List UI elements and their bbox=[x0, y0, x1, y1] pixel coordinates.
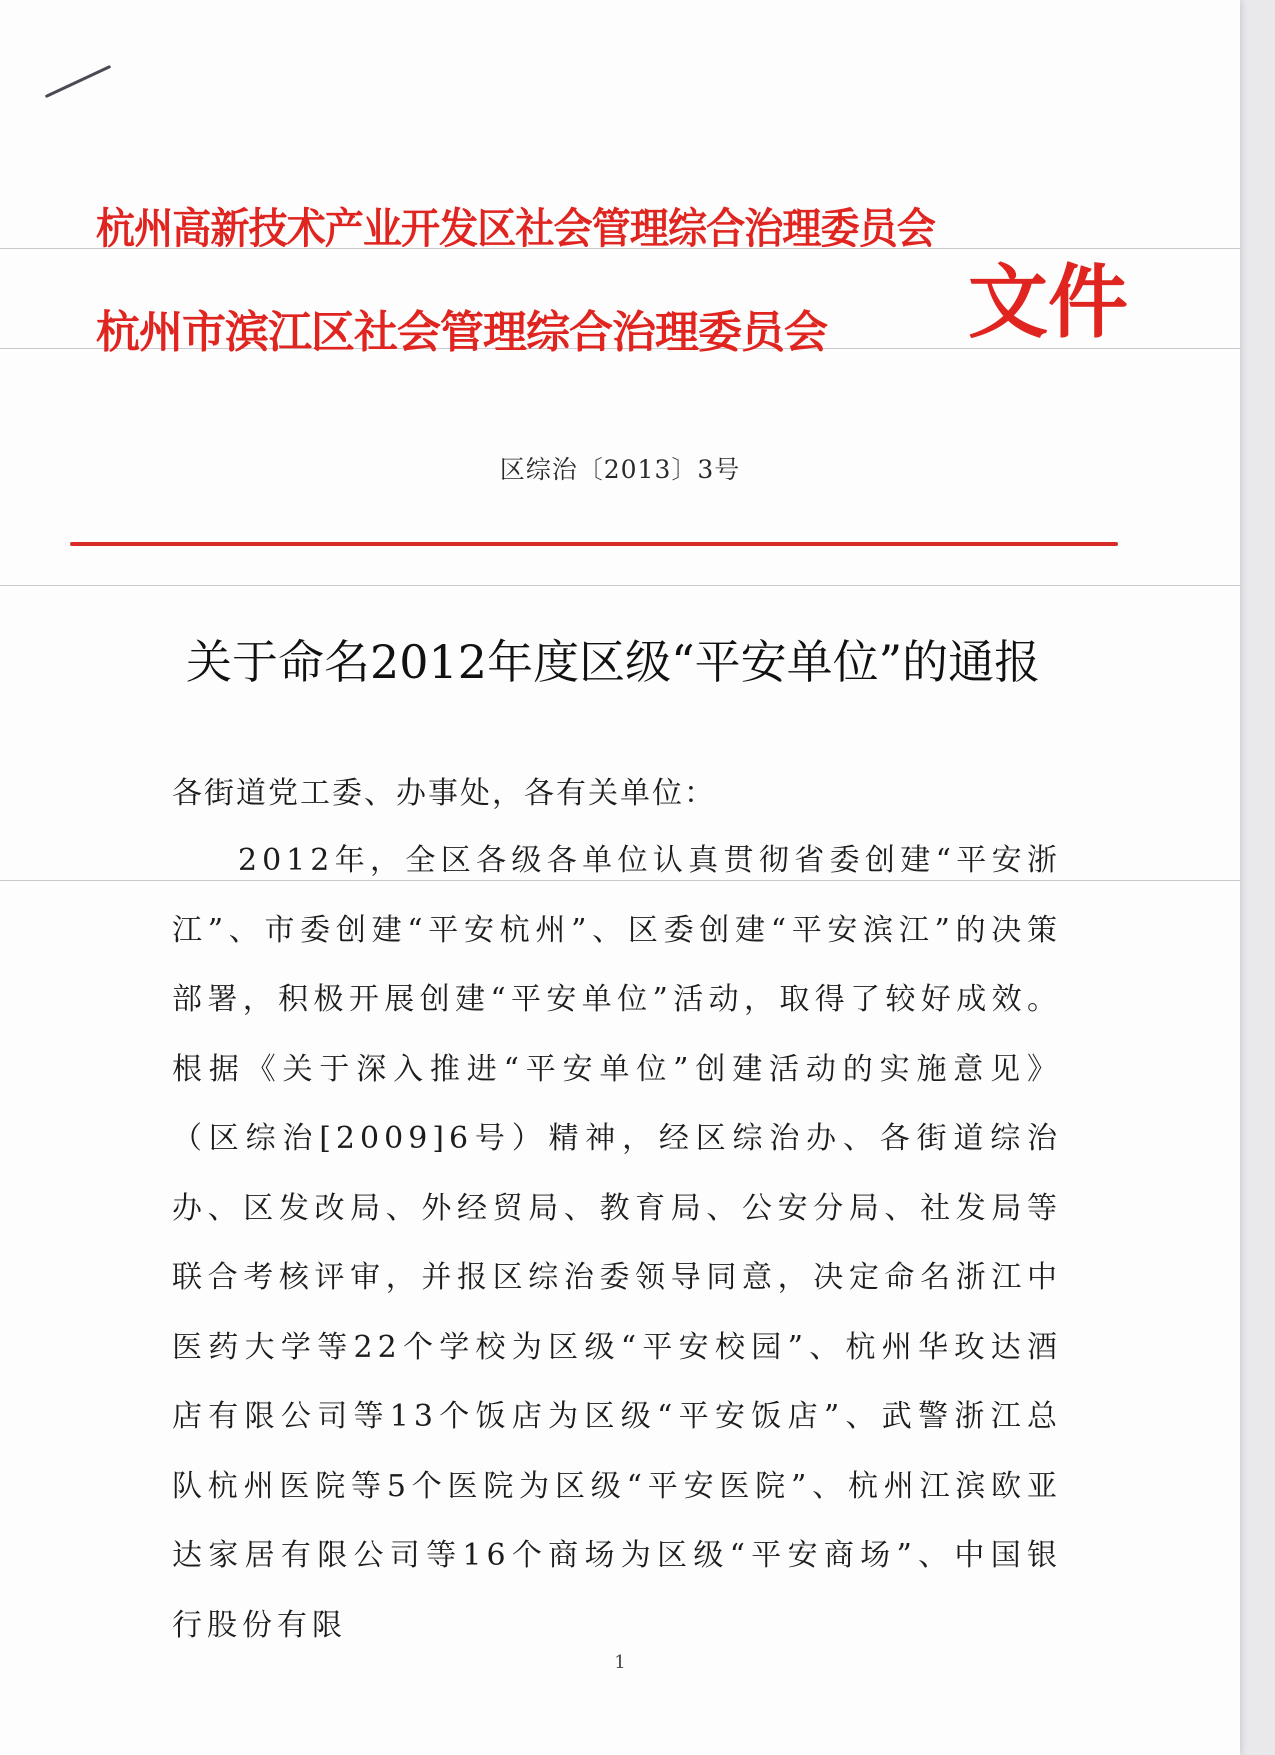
issuer-line-2: 杭州市滨江区社会管理综合治理委员会 bbox=[96, 307, 827, 358]
document-type-label: 文件 bbox=[968, 256, 1128, 349]
red-separator-rule bbox=[70, 542, 1118, 546]
document-number: 区综治〔2013〕3号 bbox=[499, 455, 741, 484]
pen-mark bbox=[45, 65, 112, 98]
document-title: 关于命名2012年度区级“平安单位”的通报 bbox=[186, 635, 1041, 689]
issuer-line-1: 杭州高新技术产业开发区社会管理综合治理委员会 bbox=[96, 204, 935, 253]
body-paragraph: 2012年，全区各级各单位认真贯彻省委创建“平安浙江”、市委创建“平安杭州”、区委创建“平安滨江”的决策部署，积极开展创建“平安单位”活动，取得了较好成效。根据《关于深入推进“平安单位”创建活动的实施意见》（区综治[2009]6号）精神，经区综治办、各街道综治办、区发改局、外经贸局、教育局、公安分局、社发局等联合考核评审，并报区综治委领导同意，决定命名浙江中医药大学等22个学校为区级“平安校园”、杭州华玫达酒店有限公司等13个饭店为区级“平安饭店”、武警浙江总队杭州医院等5个医院为区级“平安医院”、杭州江滨欧亚达家居有限公司等16个商场为区级“平安商场”、中国银行股份有限 bbox=[172, 843, 1062, 1643]
fold-line bbox=[0, 585, 1240, 586]
page-number: 1 bbox=[614, 1652, 626, 1673]
salutation: 各街道党工委、办事处，各有关单位： bbox=[172, 776, 716, 811]
